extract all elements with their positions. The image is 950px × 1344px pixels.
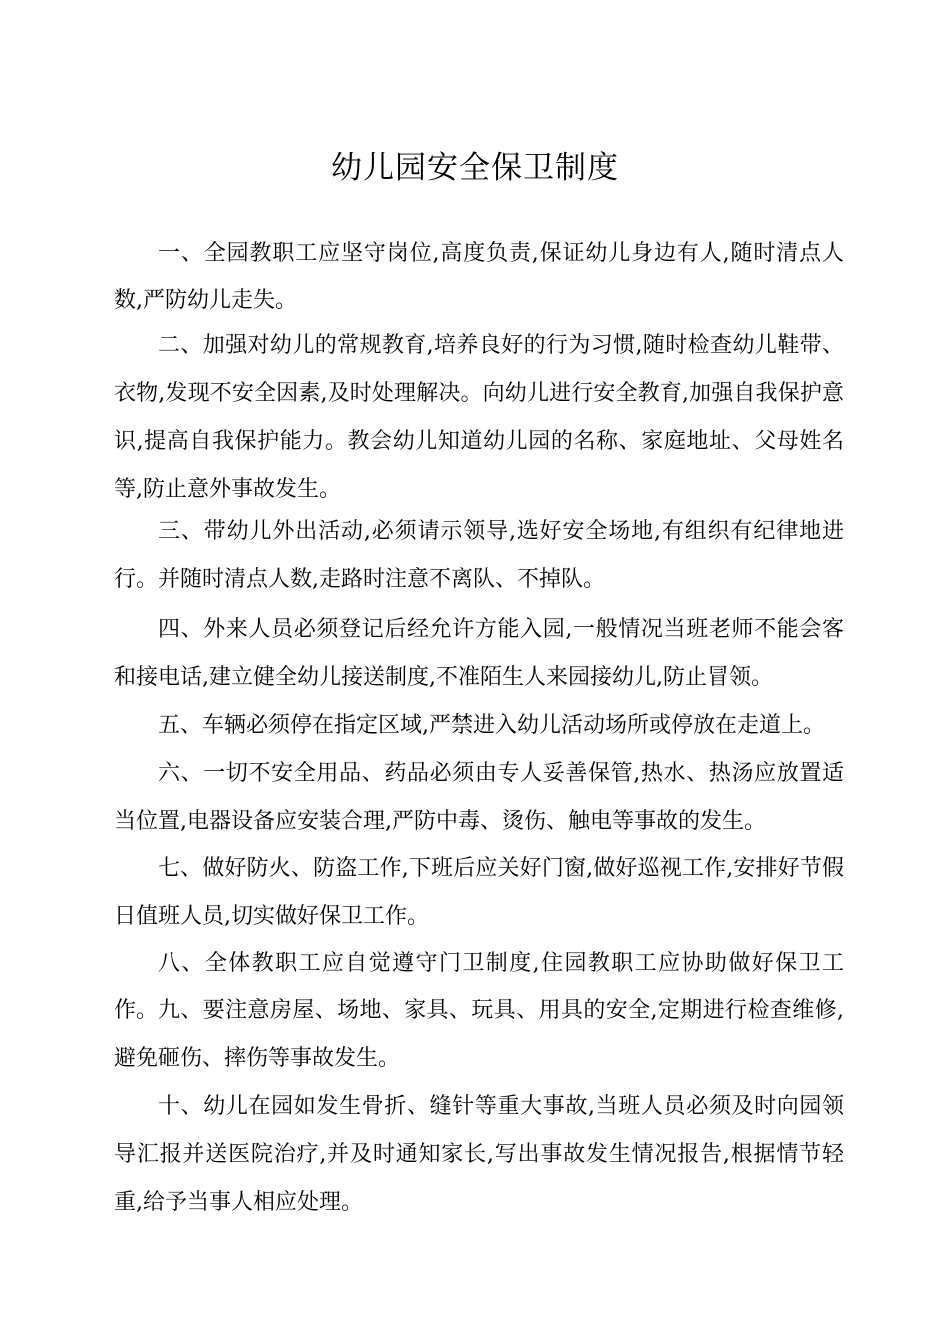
paragraph-5: 五、车辆必须停在指定区域,严禁进入幼儿活动场所或停放在走道上。	[158, 713, 825, 738]
paragraph-10: 十、幼儿在园如发生骨折、缝针等重大事故,当班人员必须及时向园领导汇报并送医院治疗,并及时通知家长,写出事故发生情况报告,根据情节轻重,给予当事人相应处理。	[114, 1094, 844, 1215]
paragraph-2: 二、加强对幼儿的常规教育,培养良好的行为习惯,随时检查幼儿鞋带、衣物,发现不安全因素,及时处理解决。向幼儿进行安全教育,加强自我保护意识,提高自我保护能力。教会幼儿知道幼儿园的名称、家庭地址、父母姓名等,防止意外事故发生。	[114, 333, 844, 502]
paragraph-4: 四、外来人员必须登记后经允许方能入园,一般情况当班老师不能会客和接电话,建立健全幼儿接送制度,不准陌生人来园接幼儿,防止冒领。	[114, 617, 844, 690]
paragraph-3: 三、带幼儿外出活动,必须请示领导,选好安全场地,有组织有纪律地进行。并随时清点人数,走路时注意不离队、不掉队。	[114, 519, 844, 592]
paragraph-9: 九、要注意房屋、场地、家具、玩具、用具的安全,定期进行检查维修,避免砸伤、摔伤等事故发生。	[114, 998, 844, 1071]
paragraph-6: 六、一切不安全用品、药品必须由专人妥善保管,热水、热汤应放置适当位置,电器设备应安装合理,严防中毒、烫伤、触电等事故的发生。	[114, 761, 844, 834]
document-title: 幼儿园安全保卫制度	[331, 150, 619, 186]
paragraph-8: 八、全体教职工应自觉遵守门卫制度,住园教职工应协助做好保卫工作。	[114, 951, 844, 1023]
paragraph-1: 一、全园教职工应坚守岗位,高度负责,保证幼儿身边有人,随时清点人数,严防幼儿走失。	[114, 241, 844, 313]
paragraph-7: 七、做好防火、防盗工作,下班后应关好门窗,做好巡视工作,安排好节假日值班人员,切实做好保卫工作。	[114, 856, 844, 929]
